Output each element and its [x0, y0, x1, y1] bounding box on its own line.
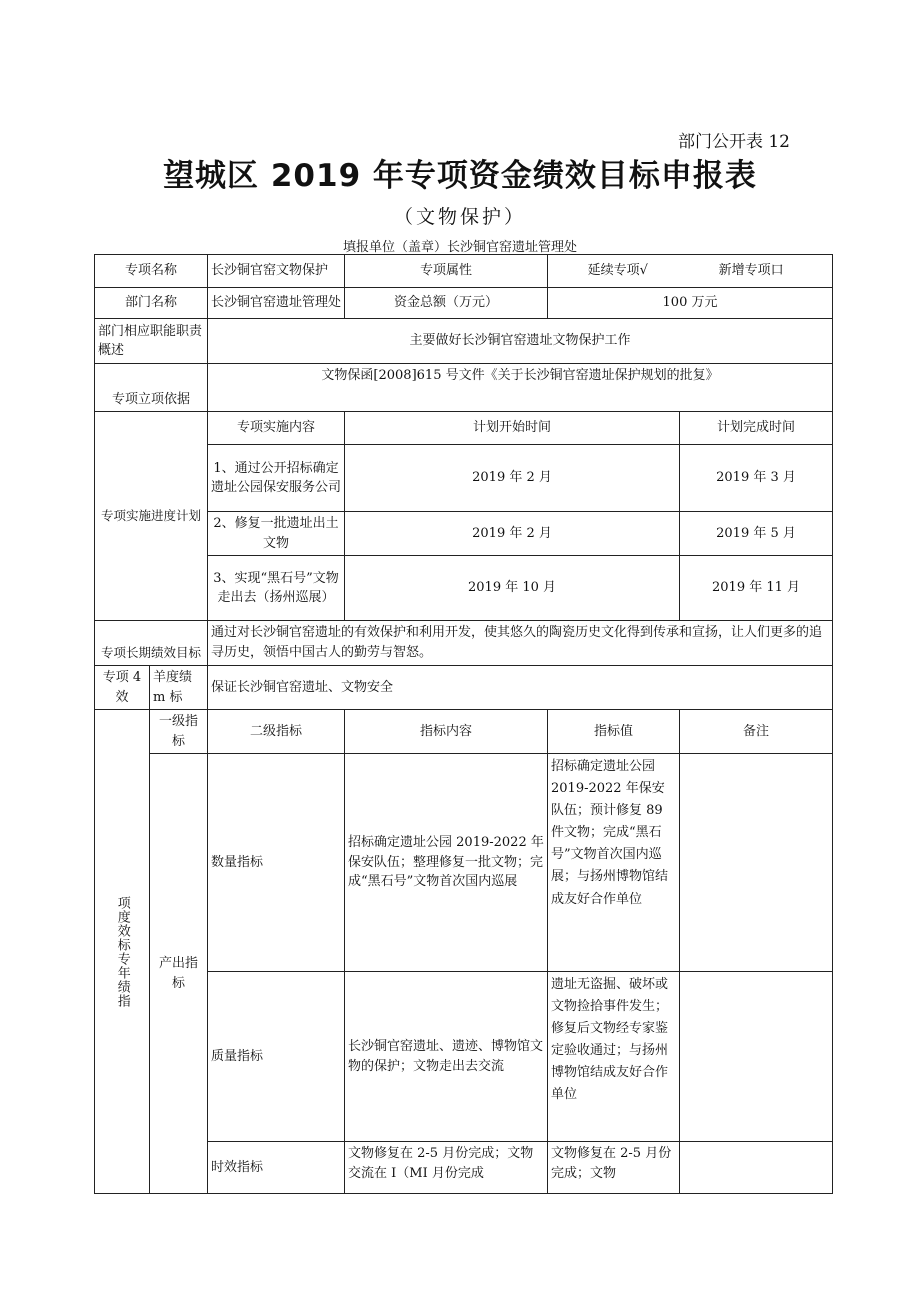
indicator-value: 招标确定遗址公园 2019-2022 年保安队伍；预计修复 89 件文物；完成“黑石号”文物首次国内巡展；与扬州博物馆结成友好合作单位: [548, 754, 680, 972]
longterm-text: 通过对长沙铜官窑遗址的有效保护和利用开发，使其悠久的陶瓷历史文化得到传承和宣扬，让人们更多的追寻历史，领悟中国古人的勤劳与智怒。: [208, 621, 833, 666]
schedule-col-end: 计划完成时间: [680, 412, 833, 445]
duty-text: 主要做好长沙铜官窑遗址文物保护工作: [208, 319, 833, 364]
attr-continue: 延续专项√: [587, 263, 648, 279]
schedule-col-content: 专项实施内容: [208, 412, 345, 445]
schedule-start: 2019 年 2 月: [345, 445, 680, 512]
table-row: [95, 666, 833, 710]
project-attr-value: [548, 255, 833, 288]
schedule-col-start: 计划开始时间: [345, 412, 680, 445]
form-number: 部门公开表 12: [677, 132, 790, 152]
col-indicator-value: 指标值: [548, 710, 680, 754]
indicator-content: 文物修复在 2-5 月份完成；文物交流在 I（MI 月份完成: [345, 1142, 548, 1194]
indicator-value: 遗址无盗掘、破坏或文物捡拾事件发生；修复后文物经专家鉴定验收通过；与扬州博物馆结成友好合作单位: [548, 972, 680, 1142]
table-row: [95, 288, 833, 319]
annual-label-right: 羊度绩 m 标: [150, 666, 208, 710]
col-note: 备注: [680, 710, 833, 754]
fund-total-value: 100 万元: [548, 288, 833, 319]
table-row: [95, 621, 833, 666]
schedule-start: 2019 年 10 月: [345, 556, 680, 621]
page-title: 望城区 2019 年专项资金绩效目标申报表: [163, 158, 757, 194]
indicator-note: [680, 754, 833, 972]
table-row: [95, 364, 833, 412]
duty-label: 部门相应职能职责概述: [95, 319, 208, 364]
indicator-content: 长沙铜官窑遗址、遗迹、博物馆文物的保护；文物走出去交流: [345, 972, 548, 1142]
schedule-end: 2019 年 5 月: [680, 512, 833, 556]
annual-label-left: 专项 4 效: [95, 666, 150, 710]
table-row: [95, 412, 833, 445]
indicator-level2: 时效指标: [208, 1142, 345, 1194]
table-row: [95, 255, 833, 288]
project-name-value: 长沙铜官窑文物保护: [208, 255, 345, 288]
attr-new: 新增专项口: [718, 263, 784, 279]
schedule-end: 2019 年 11 月: [680, 556, 833, 621]
schedule-content: 2、修复一批遗址出土文物: [208, 512, 345, 556]
basis-text: 文物保函[2008]615 号文件《关于长沙铜官窑遗址保护规划的批复》: [208, 364, 833, 412]
filling-unit: 填报单位（盖章）长沙铜官窑遗址管理处: [342, 240, 577, 255]
basis-label: 专项立项依据: [95, 364, 208, 412]
schedule-content: 3、实现“黑石号”文物走出去（扬州巡展）: [208, 556, 345, 621]
table-row: [95, 319, 833, 364]
indicator-note: [680, 972, 833, 1142]
indicator-note: [680, 1142, 833, 1194]
longterm-label: 专项长期绩效目标: [95, 621, 208, 666]
col-level2: 二级指标: [208, 710, 345, 754]
schedule-label: 专项实施进度计划: [95, 412, 208, 621]
fund-total-label: 资金总额（万元）: [345, 288, 548, 319]
indicator-content: 招标确定遗址公园 2019-2022 年保安队伍；整理修复一批文物；完成“黑石号”文物首次国内巡展: [345, 754, 548, 972]
dept-name-value: 长沙铜官窑遗址管理处: [208, 288, 345, 319]
output-indicator-label: 产出指标: [150, 754, 208, 1194]
table-row: [95, 710, 833, 754]
indicator-level2: 质量指标: [208, 972, 345, 1142]
project-attr-label: 专项属性: [345, 255, 548, 288]
indicator-level2: 数量指标: [208, 754, 345, 972]
col-level1: 一级指标: [150, 710, 208, 754]
schedule-content: 1、通过公开招标确定遗址公园保安服务公司: [208, 445, 345, 512]
indicator-row: [95, 754, 833, 972]
schedule-end: 2019 年 3 月: [680, 445, 833, 512]
indicator-value: 文物修复在 2-5 月份完成；文物: [548, 1142, 680, 1194]
performance-form-table: [94, 254, 833, 1194]
indicators-side-text: 项度效标专年绩指: [114, 895, 130, 1008]
project-name-label: 专项名称: [95, 255, 208, 288]
annual-text: 保证长沙铜官窑遗址、文物安全: [208, 666, 833, 710]
schedule-start: 2019 年 2 月: [345, 512, 680, 556]
page-subtitle: （文物保护）: [393, 206, 526, 228]
indicators-side-label: [95, 710, 150, 1194]
dept-name-label: 部门名称: [95, 288, 208, 319]
col-indicator-content: 指标内容: [345, 710, 548, 754]
